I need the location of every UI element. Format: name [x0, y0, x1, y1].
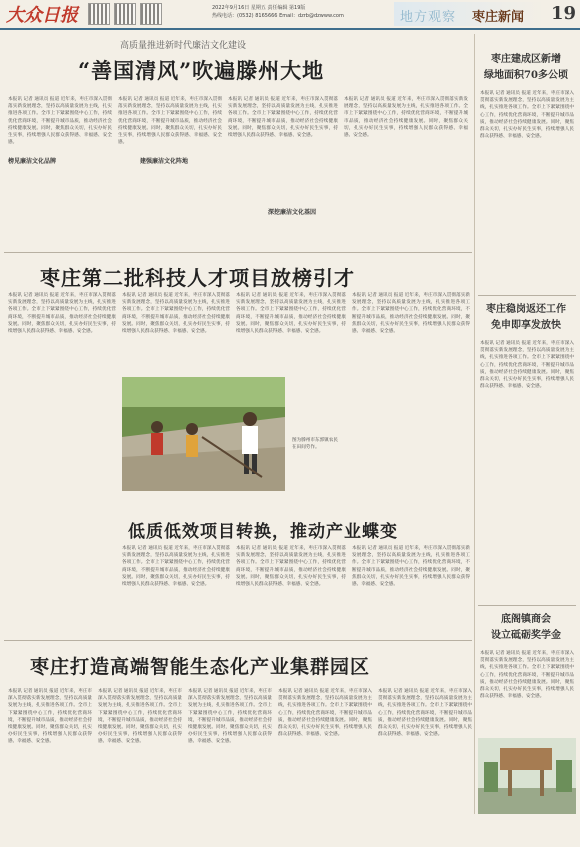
article-body: 本报讯 记者 通讯员 报道 近年来，枣庄市深入贯彻落实新发展理念，坚持以高质量发展为主线，扎实推进各项工作。全市上下紧紧围绕中心工作，持续优化营商环境，不断提升城市品质，推动经济社会持续健康发展。同时，聚焦群众关切，扎实办好民生实事，持续增强人民群众获得感、幸福感、安全感。	[8, 689, 92, 745]
article-body: 本报讯 记者 通讯员 报道 近年来，枣庄市深入贯彻落实新发展理念，坚持以高质量发展为主线，扎实推进各项工作。全市上下紧紧围绕中心工作，持续优化营商环境，不断提升城市品质，推动经济社会持续健康发展。同时，聚焦群众关切，扎实办好民生实事，持续增强人民群众获得感、幸福感、安全感。	[122, 546, 230, 588]
article-body: 本报讯 记者 通讯员 报道 近年来，枣庄市深入贯彻落实新发展理念，坚持以高质量发展为主线，扎实推进各项工作。全市上下紧紧围绕中心工作，持续优化营商环境，不断提升城市品质，推动经济社会持续健康发展。同时，聚焦群众关切，扎实办好民生实事，持续增强人民群众获得感、幸福感、安全感。	[480, 651, 574, 700]
issue-meta	[212, 4, 382, 20]
article-body: 本报讯 记者 通讯员 报道 近年来，枣庄市深入贯彻落实新发展理念，坚持以高质量发展为主线，扎实推进各项工作。全市上下紧紧围绕中心工作，持续优化营商环境，不断提升城市品质，推动经济社会持续健康发展。同时，聚焦群众关切，扎实办好民生实事，持续增强人民群众获得感、幸福感、安全感。	[480, 91, 574, 140]
svg-text:大众日报: 大众日报	[6, 5, 78, 26]
article-body: 本报讯 记者 通讯员 报道 近年来，枣庄市深入贯彻落实新发展理念，坚持以高质量发展为主线，扎实推进各项工作。全市上下紧紧围绕中心工作，持续优化营商环境，不断提升城市品质，推动经济社会持续健康发展。同时，聚焦群众关切，扎实办好民生实事，持续增强人民群众获得感、幸福感、安全感。	[188, 689, 272, 745]
side-story-title	[478, 612, 574, 644]
side-story-title	[478, 302, 574, 334]
side-story-title-line: 设立砥砺奖学金	[491, 630, 561, 641]
section-sub: 地方观察	[400, 10, 457, 25]
side-story-title	[478, 52, 574, 84]
section-divider	[478, 295, 576, 296]
article-body: 本报讯 记者 通讯员 报道 近年来，枣庄市深入贯彻落实新发展理念，坚持以高质量发展为主线，扎实推进各项工作。全市上下紧紧围绕中心工作，持续优化营商环境，不断提升城市品质，推动经济社会持续健康发展。同时，聚焦群众关切，扎实办好民生实事，持续增强人民群众获得感、幸福感、安全感。	[480, 341, 574, 390]
issue-contact: 热线电话：(0532) 8165666 Email：dzrb@dzwww.com	[212, 13, 344, 19]
subhead: 建强廉洁文化阵地	[140, 158, 189, 165]
article-body: 本报讯 记者 通讯员 报道 近年来，枣庄市深入贯彻落实新发展理念，坚持以高质量发展为主线，扎实推进各项工作。全市上下紧紧围绕中心工作，持续优化营商环境，不断提升城市品质，推动经济社会持续健康发展。同时，聚焦群众关切，扎实办好民生实事，持续增强人民群众获得感、幸福感、安全感。	[352, 546, 470, 588]
side-story-title-line: 绿地面积70多公顷	[484, 70, 568, 81]
issue-date: 2022年9月16日 星期五 责任编辑 第19版	[212, 5, 306, 11]
section-banner	[394, 2, 544, 26]
story4-title: 枣庄打造高端智能生态化产业集群园区	[30, 656, 371, 678]
article-body: 本报讯 记者 通讯员 报道 近年来，枣庄市深入贯彻落实新发展理念，坚持以高质量发展为主线，扎实推进各项工作。全市上下紧紧围绕中心工作，持续优化营商环境，不断提升城市品质，推动经济社会持续健康发展。同时，聚焦群众关切，扎实办好民生实事，持续增强人民群众获得感、幸福感、安全感。	[236, 293, 346, 335]
side-story-title-line: 枣庄稳岗返还工作	[486, 304, 566, 315]
article-body: 本报讯 记者 通讯员 报道 近年来，枣庄市深入贯彻落实新发展理念，坚持以高质量发展为主线，扎实推进各项工作。全市上下紧紧围绕中心工作，持续优化营商环境，不断提升城市品质，推动经济社会持续健康发展。同时，聚焦群众关切，扎实办好民生实事，持续增强人民群众获得感、幸福感、安全感。	[236, 546, 346, 588]
side-story-title-line: 底阁镇商会	[501, 614, 551, 625]
article-body: 本报讯 记者 通讯员 报道 近年来，枣庄市深入贯彻落实新发展理念，坚持以高质量发展为主线，扎实推进各项工作。全市上下紧紧围绕中心工作，持续优化营商环境，不断提升城市品质，推动经济社会持续健康发展。同时，聚焦群众关切，扎实办好民生实事，持续增强人民群众获得感、幸福感、安全感。	[378, 689, 472, 738]
qr-code-icon	[88, 3, 110, 25]
story2-title: 枣庄第二批科技人才项目放榜引才	[40, 266, 355, 290]
column-divider	[474, 34, 475, 814]
side-story-title-line: 枣庄建成区新增	[491, 54, 561, 65]
qr-code-icon	[114, 3, 136, 25]
subhead: 深挖廉洁文化基因	[268, 209, 317, 216]
side-story-title-line: 免申即享发放快	[491, 320, 561, 331]
article-body: 本报讯 记者 通讯员 报道 近年来，枣庄市深入贯彻落实新发展理念，坚持以高质量发展为主线，扎实推进各项工作。全市上下紧紧围绕中心工作，持续优化营商环境，不断提升城市品质，推动经济社会持续健康发展。同时，聚焦群众关切，扎实办好民生实事，持续增强人民群众获得感、幸福感、安全感。	[8, 97, 112, 146]
section-divider	[4, 640, 472, 641]
qr-codes	[88, 3, 162, 25]
sign-photo	[478, 738, 576, 814]
page-number: 19	[550, 3, 576, 24]
newspaper-logo	[4, 2, 82, 26]
subhead: 榜见廉洁文化品牌	[8, 158, 57, 165]
article-body: 本报讯 记者 通讯员 报道 近年来，枣庄市深入贯彻落实新发展理念，坚持以高质量发展为主线，扎实推进各项工作。全市上下紧紧围绕中心工作，持续优化营商环境，不断提升城市品质，推动经济社会持续健康发展。同时，聚焦群众关切，扎实办好民生实事，持续增强人民群众获得感、幸福感、安全感。	[278, 689, 372, 738]
top-story-kicker: 高质量推进新时代廉洁文化建设	[120, 41, 247, 51]
section-divider	[478, 605, 576, 606]
article-body: 本报讯 记者 通讯员 报道 近年来，枣庄市深入贯彻落实新发展理念，坚持以高质量发展为主线，扎实推进各项工作。全市上下紧紧围绕中心工作，持续优化营商环境，不断提升城市品质，推动经济社会持续健康发展。同时，聚焦群众关切，扎实办好民生实事，持续增强人民群众获得感、幸福感、安全感。	[344, 97, 468, 139]
article-body: 本报讯 记者 通讯员 报道 近年来，枣庄市深入贯彻落实新发展理念，坚持以高质量发展为主线，扎实推进各项工作。全市上下紧紧围绕中心工作，持续优化营商环境，不断提升城市品质，推动经济社会持续健康发展。同时，聚焦群众关切，扎实办好民生实事，持续增强人民群众获得感、幸福感、安全感。	[122, 293, 230, 335]
article-body: 本报讯 记者 通讯员 报道 近年来，枣庄市深入贯彻落实新发展理念，坚持以高质量发展为主线，扎实推进各项工作。全市上下紧紧围绕中心工作，持续优化营商环境，不断提升城市品质，推动经济社会持续健康发展。同时，聚焦群众关切，扎实办好民生实事，持续增强人民群众获得感、幸福感、安全感。	[8, 293, 116, 335]
photo-caption: 图为滕州市东郭镇农民在田间劳作。	[292, 438, 338, 450]
top-story-title: “善国清风”吹遍滕州大地	[78, 58, 325, 83]
farm-photo	[122, 377, 285, 491]
article-body: 本报讯 记者 通讯员 报道 近年来，枣庄市深入贯彻落实新发展理念，坚持以高质量发展为主线，扎实推进各项工作。全市上下紧紧围绕中心工作，持续优化营商环境，不断提升城市品质，推动经济社会持续健康发展。同时，聚焦群众关切，扎实办好民生实事，持续增强人民群众获得感、幸福感、安全感。	[118, 97, 222, 146]
qr-code-icon	[140, 3, 162, 25]
article-body: 本报讯 记者 通讯员 报道 近年来，枣庄市深入贯彻落实新发展理念，坚持以高质量发展为主线，扎实推进各项工作。全市上下紧紧围绕中心工作，持续优化营商环境，不断提升城市品质，推动经济社会持续健康发展。同时，聚焦群众关切，扎实办好民生实事，持续增强人民群众获得感、幸福感、安全感。	[352, 293, 470, 335]
article-body: 本报讯 记者 通讯员 报道 近年来，枣庄市深入贯彻落实新发展理念，坚持以高质量发展为主线，扎实推进各项工作。全市上下紧紧围绕中心工作，持续优化营商环境，不断提升城市品质，推动经济社会持续健康发展。同时，聚焦群众关切，扎实办好民生实事，持续增强人民群众获得感、幸福感、安全感。	[98, 689, 182, 745]
story3-title: 低质低效项目转换，推动产业蝶变	[128, 522, 398, 542]
section-divider	[4, 252, 472, 253]
masthead	[0, 0, 580, 30]
article-body: 本报讯 记者 通讯员 报道 近年来，枣庄市深入贯彻落实新发展理念，坚持以高质量发展为主线，扎实推进各项工作。全市上下紧紧围绕中心工作，持续优化营商环境，不断提升城市品质，推动经济社会持续健康发展。同时，聚焦群众关切，扎实办好民生实事，持续增强人民群众获得感、幸福感、安全感。	[228, 97, 338, 139]
section-title: 枣庄新闻	[472, 10, 525, 25]
